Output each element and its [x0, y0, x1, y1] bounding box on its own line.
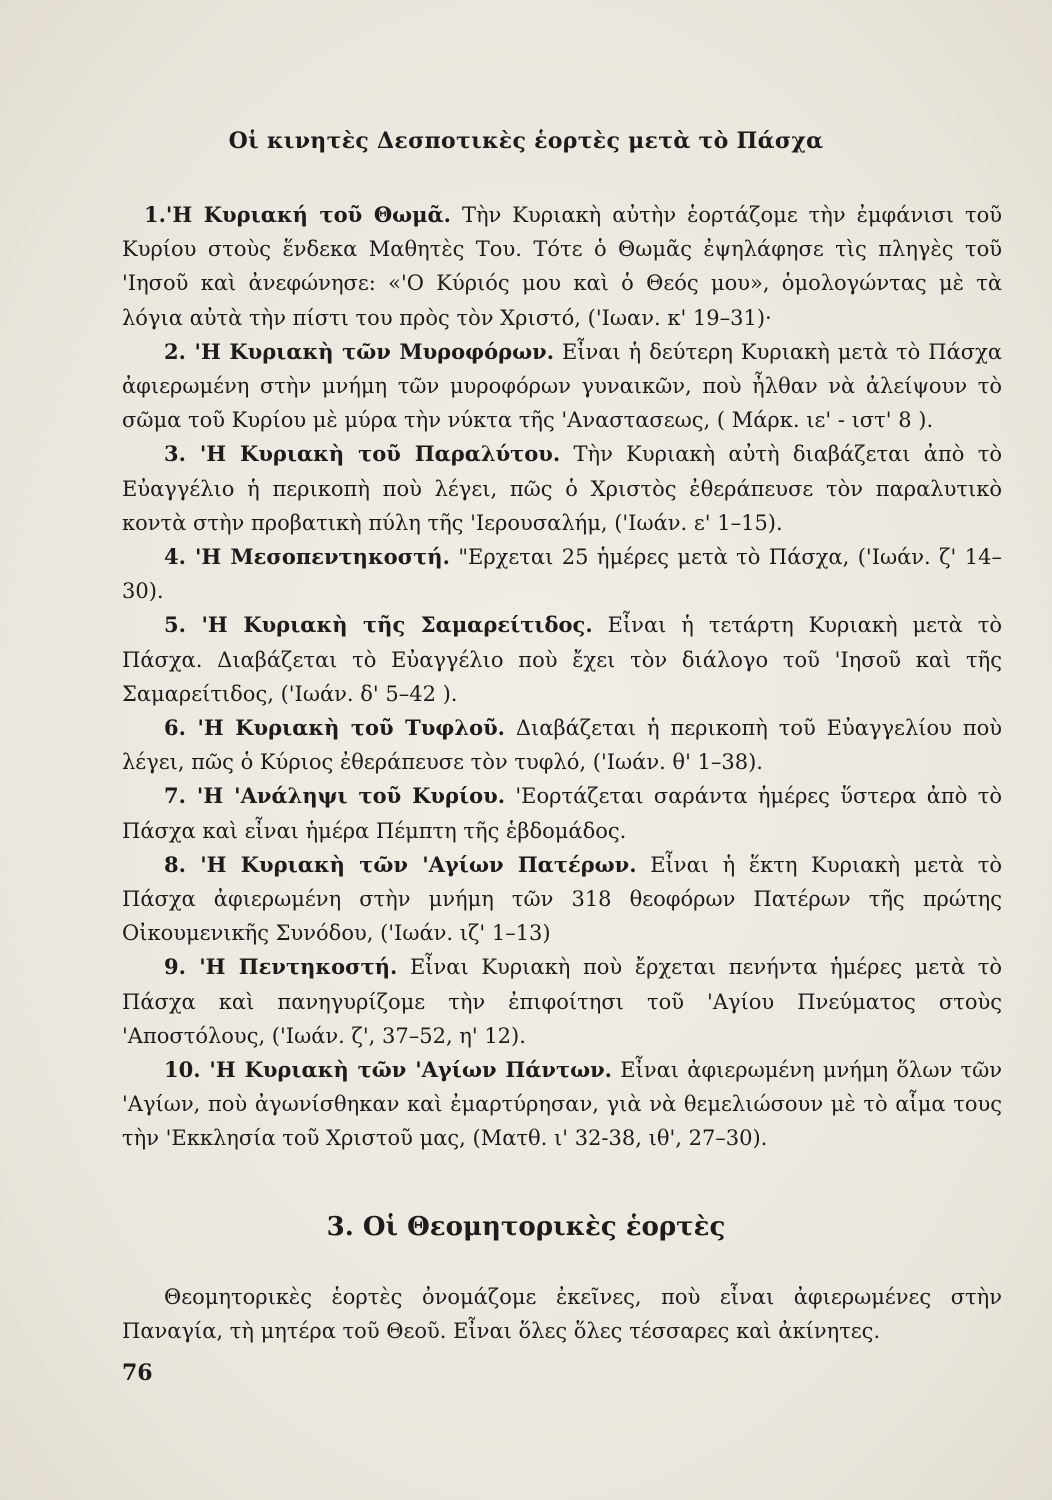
- feast-entry: [122, 540, 1002, 608]
- feast-entry: [122, 950, 1002, 1053]
- feast-text: 'Εορτάζεται σαράντα ἡμέρες ὕστερα ἀπὸ τὸ Πάσχα καὶ εἶναι ἡμέρα Πέμπτη τῆς ἑβδομάδος.: [122, 784, 1002, 843]
- feast-entry: [122, 779, 1002, 847]
- feast-entry: [122, 198, 1002, 335]
- feast-list: [122, 198, 1002, 1156]
- feast-text: Τὴν Κυριακὴ αὐτὴ διαβάζεται ἀπὸ τὸ Εὐαγγέλιο ἡ περικοπὴ ποὺ λέγει, πῶς ὁ Χριστὸς ἐθεράπευσε τὸν παραλυτικὸ κοντὰ στὴν προβατικὴ πύλη τῆς 'Ιερουσαλήμ, ('Ιωάν. ε' 1–15).: [122, 442, 1002, 535]
- feast-text: Εἶναι ἡ δεύτερη Κυριακὴ μετὰ τὸ Πάσχα ἀφιερωμένη στὴν μνήμη τῶν μυροφόρων γυναικῶν, ποὺ ἦλθαν νὰ ἀλείψουν τὸ σῶμα τοῦ Κυρίου μὲ μύρα τὴν νύκτα τῆς 'Αναστασεως, ( Μάρκ. ιε' - ιστ' 8 ).: [122, 339, 1002, 433]
- feast-text: "Ερχεται 25 ἡμέρες μετὰ τὸ Πάσχα, ('Ιωάν. ζ' 14–30).: [122, 545, 1002, 604]
- feast-text: Εἶναι Κυριακὴ ποὺ ἔρχεται πενήντα ἡμέρες μετὰ τὸ Πάσχα καὶ πανηγυρίζομε τὴν ἐπιφοίτησι τοῦ 'Αγίου Πνεύματος στοὺς 'Αποστόλους, ('Ιωάν. ζ', 37–52, η' 12).: [122, 955, 1002, 1048]
- feast-entry: [122, 1053, 1002, 1156]
- intro-paragraph: Θεομητορικὲς ἑορτὲς ὀνομάζομε ἐκεῖνες, ποὺ εἶναι ἀφιερωμένες στὴν Παναγία, τὴ μητέρα τοῦ Θεοῦ. Εἶναι ὅλες ὅλες τέσσαρες καὶ ἀκίνητες.: [122, 1285, 1002, 1344]
- feast-text: Εἶναι ἡ τετάρτη Κυριακὴ μετὰ τὸ Πάσχα. Διαβάζεται τὸ Εὐαγγέλιο ποὺ ἔχει τὸν διάλογο τοῦ 'Ιησοῦ καὶ τῆς Σαμαρείτιδος, ('Ιωάν. δ' 5–42 ).: [122, 613, 1002, 706]
- feast-title: 8. 'Η Κυριακὴ τῶν 'Αγίων Πατέρων.: [164, 851, 637, 877]
- feast-text: Τὴν Κυριακὴ αὐτὴν ἑορτάζομε τὴν ἐμφάνισι τοῦ Κυρίου στοὺς ἕνδεκα Μαθητὲς Του. Τότε ὁ Θωμᾶς ἐψηλάφησε τὶς πληγὲς τοῦ 'Ιησοῦ καὶ ἀνεφώνησε: «'Ο Κύριός μου καὶ ὁ Θεός μου», ὁμολογώντας μὲ τὰ λόγια αὐτὰ τὴν πίστι του πρὸς τὸν Χριστό, ('Ιωαν. κ' 19–31)·: [122, 203, 1002, 330]
- feast-title: 9. 'Η Πεντηκοστή.: [164, 954, 398, 980]
- feast-title: 6. 'Η Κυριακὴ τοῦ Τυφλοῦ.: [164, 715, 505, 741]
- feast-entry: [122, 848, 1002, 951]
- feast-title: 10. 'Η Κυριακὴ τῶν 'Αγίων Πάντων.: [164, 1057, 612, 1083]
- feast-entry: [122, 437, 1002, 540]
- feast-title: 2. 'Η Κυριακὴ τῶν Μυροφόρων.: [164, 338, 555, 364]
- page-number: 76: [122, 1360, 153, 1386]
- chapter-subheading: 3. Οἱ Θεομητορικὲς ἑορτὲς: [326, 1212, 726, 1242]
- feast-entry: [122, 335, 1002, 438]
- feast-entry: [122, 711, 1002, 779]
- feast-entry: [122, 608, 1002, 711]
- feast-title: 5. 'Η Κυριακὴ τῆς Σαμαρείτιδος.: [164, 612, 593, 638]
- section-title: Οἱ κινητὲς Δεσποτικὲς ἑορτὲς μετὰ τὸ Πάσχα: [228, 128, 824, 154]
- feast-text: Διαβάζεται ἡ περικοπὴ τοῦ Εὐαγγελίου ποὺ λέγει, πῶς ὁ Κύριος ἐθεράπευσε τὸν τυφλό, ('Ιωάν. θ' 1–38).: [122, 716, 1002, 775]
- feast-title: 3. 'Η Κυριακὴ τοῦ Παραλύτου.: [164, 441, 561, 467]
- feast-title: 4. 'Η Μεσοπεντηκοστή.: [164, 544, 450, 570]
- feast-text: Εἶναι ἀφιερωμένη μνήμη ὅλων τῶν 'Αγίων, ποὺ ἀγωνίσθηκαν καὶ ἐμαρτύρησαν, γιὰ νὰ θεμελιώσουν μὲ τὸ αἷμα τους τὴν 'Εκκλησία τοῦ Χριστοῦ μας, (Ματθ. ι' 32-38, ιθ', 27–30).: [122, 1058, 1002, 1151]
- feast-text: Εἶναι ἡ ἕκτη Κυριακὴ μετὰ τὸ Πάσχα ἀφιερωμένη στὴν μνήμη τῶν 318 θεοφόρων Πατέρων τῆς πρώτης Οἰκουμενικῆς Συνόδου, ('Ιωάν. ιζ' 1–13): [122, 852, 1002, 946]
- feast-title: 1.'Η Κυριακή τοῦ Θωμᾶ.: [144, 202, 451, 227]
- feast-title: 7. 'Η 'Ανάληψι τοῦ Κυρίου.: [164, 783, 506, 809]
